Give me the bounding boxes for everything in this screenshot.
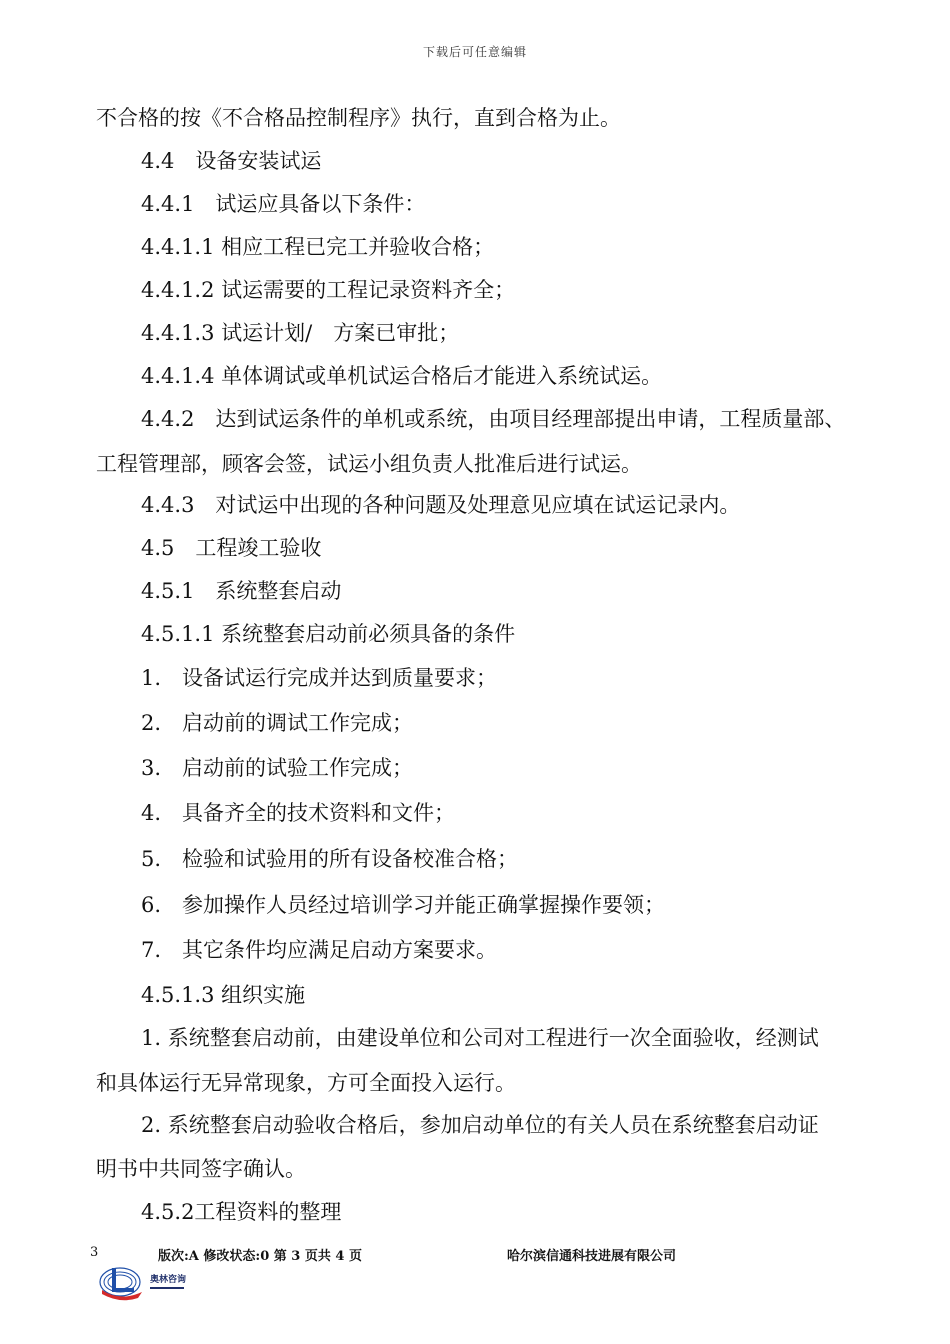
footer-company-name: 哈尔滨信通科技进展有限公司 (507, 1249, 677, 1264)
paragraph-line: 4.4.2 达到试运条件的单机或系统，由项目经理部提出申请，工程质量部、 (141, 407, 846, 431)
list-item: 5. 检验和试验用的所有设备校准合格； (141, 847, 519, 871)
logo-icon (98, 1262, 208, 1304)
footer-page-number: 3 (90, 1245, 99, 1260)
subsection-heading: 4.5.2工程资料的整理 (141, 1200, 342, 1224)
svg-text:奥林咨询: 奥林咨询 (150, 1275, 187, 1285)
paragraph-line: 1. 系统整套启动前，由建设单位和公司对工程进行一次全面验收，经测试 (141, 1026, 819, 1050)
subsection-heading: 4.5.1.3 组织实施 (141, 983, 306, 1007)
paragraph-line: 2. 系统整套启动验收合格后，参加启动单位的有关人员在系统整套启动证 (141, 1113, 819, 1137)
paragraph-line: 工程管理部，顾客会签，试运小组负责人批准后进行试运。 (96, 452, 642, 476)
paragraph-line: 不合格的按《不合格品控制程序》执行，直到合格为止。 (96, 106, 621, 130)
list-item: 2. 启动前的调试工作完成； (141, 711, 414, 735)
paragraph-line: 和具体运行无异常现象，方可全面投入运行。 (96, 1071, 516, 1095)
list-item: 4.4.1.4 单体调试或单机试运合格后才能进入系统试运。 (141, 364, 663, 388)
page-header: 下载后可任意编辑 (422, 45, 527, 59)
paragraph-line: 明书中共同签字确认。 (96, 1157, 306, 1181)
list-item: 3. 启动前的试验工作完成； (141, 756, 414, 780)
list-item: 1. 设备试运行完成并达到质量要求； (141, 666, 498, 690)
subsection-heading: 4.4.1 试运应具备以下条件： (141, 192, 426, 216)
list-item: 4.4.1.3 试运计划/ 方案已审批； (141, 321, 460, 345)
subsection-heading: 4.5.1.1 系统整套启动前必须具备的条件 (141, 622, 516, 646)
section-heading: 4.4 设备安装试运 (141, 149, 322, 173)
company-logo (98, 1262, 208, 1304)
paragraph-line: 4.4.3 对试运中出现的各种问题及处理意见应填在试运记录内。 (141, 493, 741, 517)
list-item: 6. 参加操作人员经过培训学习并能正确掌握操作要领； (141, 893, 666, 917)
list-item: 4.4.1.1 相应工程已完工并验收合格； (141, 235, 495, 259)
subsection-heading: 4.5.1 系统整套启动 (141, 579, 342, 603)
footer-version-info: 版次:A 修改状态:0 第 3 页共 4 页 (158, 1249, 362, 1264)
list-item: 7. 其它条件均应满足启动方案要求。 (141, 938, 498, 962)
list-item: 4. 具备齐全的技术资料和文件； (141, 801, 456, 825)
list-item: 4.4.1.2 试运需要的工程记录资料齐全； (141, 278, 516, 302)
section-heading: 4.5 工程竣工验收 (141, 536, 322, 560)
